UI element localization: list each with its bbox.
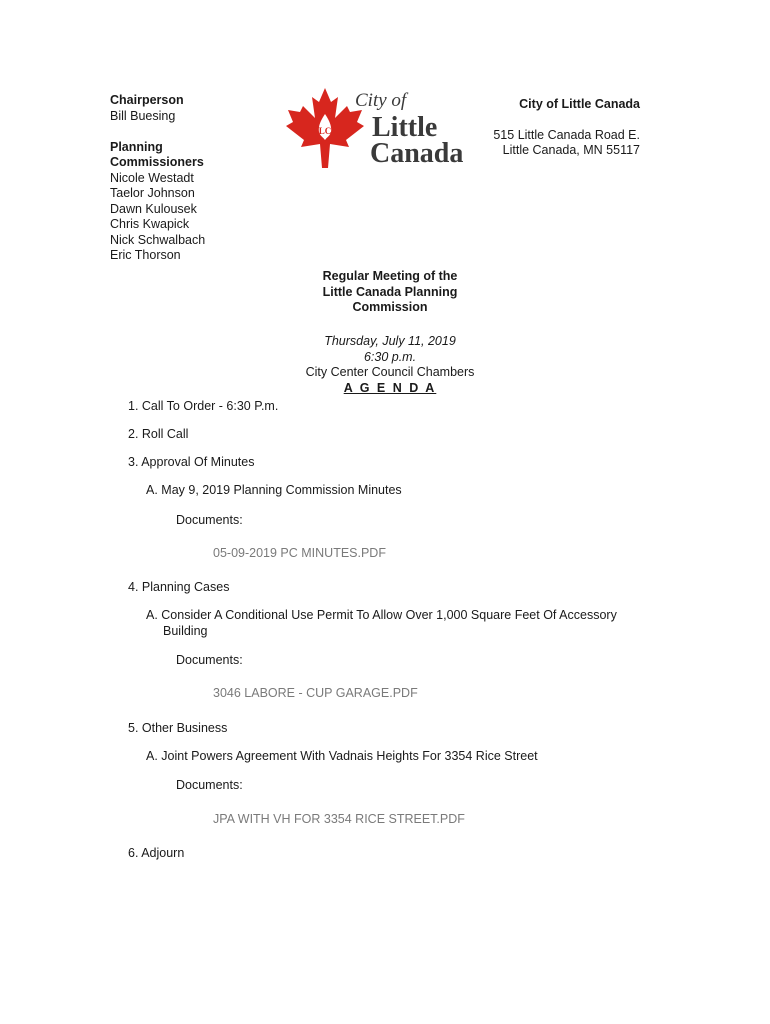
city-logo (280, 84, 472, 174)
document-link[interactable]: 05-09-2019 PC MINUTES.PDF (213, 546, 386, 560)
commission-roster (110, 93, 205, 264)
agenda-item-4: 4. Planning Cases (128, 580, 230, 594)
logo-text-canada: Canada (370, 138, 464, 169)
document-link[interactable]: 3046 LABORE - CUP GARAGE.PDF (213, 686, 418, 700)
commissioner-name: Chris Kwapick (110, 217, 190, 231)
logo-monogram: LC (318, 126, 332, 136)
meeting-time: 6:30 p.m. (363, 349, 417, 364)
logo-text-city-of: City of (355, 90, 407, 111)
agenda-item-5a: A. Joint Powers Agreement With Vadnais Heights For 3354 Rice Street (146, 749, 538, 763)
logo-text-little: Little (372, 112, 438, 143)
commissioner-name: Nicole Westadt (110, 170, 194, 185)
commissioners-heading: Planning (110, 139, 163, 154)
commissioner-name: Eric Thorson (110, 248, 181, 262)
chairperson-name: Bill Buesing (110, 108, 176, 123)
agenda-item-4a-cont: Building (163, 624, 208, 638)
commissioner-name: Nick Schwalbach (110, 232, 206, 247)
documents-label: Documents: (176, 513, 243, 527)
city-name: City of Little Canada (519, 97, 640, 111)
commissioner-name: Taelor Johnson (110, 186, 195, 200)
documents-label: Documents: (176, 778, 243, 792)
meeting-details (200, 334, 580, 396)
agenda-item-2: 2. Roll Call (128, 427, 189, 441)
agenda-item-3a: A. May 9, 2019 Planning Commission Minutes (146, 483, 402, 497)
agenda-heading: A G E N D A (343, 380, 437, 395)
agenda-item-1: 1. Call To Order - 6:30 P.m. (128, 399, 279, 413)
agenda-item-5: 5. Other Business (128, 721, 228, 735)
address-line2: Little Canada, MN 55117 (502, 143, 640, 157)
chairperson-heading: Chairperson (110, 93, 184, 107)
agenda-item-3: 3. Approval Of Minutes (128, 455, 255, 469)
meeting-date: Thursday, July 11, 2019 (324, 334, 456, 348)
maple-leaf-logo-icon (280, 84, 472, 174)
meeting-title-line: Little Canada Planning (322, 284, 458, 299)
agenda-item-6: 6. Adjourn (128, 846, 185, 860)
document-link[interactable]: JPA WITH VH FOR 3354 RICE STREET.PDF (213, 812, 465, 826)
agenda-item-4a: A. Consider A Conditional Use Permit To Allow Over 1,000 Square Feet Of Accessory (146, 608, 617, 622)
city-address (493, 97, 640, 159)
meeting-title (200, 269, 580, 316)
documents-label: Documents: (176, 653, 243, 667)
commissioner-name: Dawn Kulousek (110, 201, 197, 216)
commissioners-heading-cont: Commissioners (110, 155, 204, 169)
meeting-location: City Center Council Chambers (305, 365, 475, 379)
address-line1: 515 Little Canada Road E. (493, 127, 640, 142)
meeting-title-line: Commission (352, 300, 428, 314)
meeting-title-line: Regular Meeting of the (322, 269, 458, 283)
